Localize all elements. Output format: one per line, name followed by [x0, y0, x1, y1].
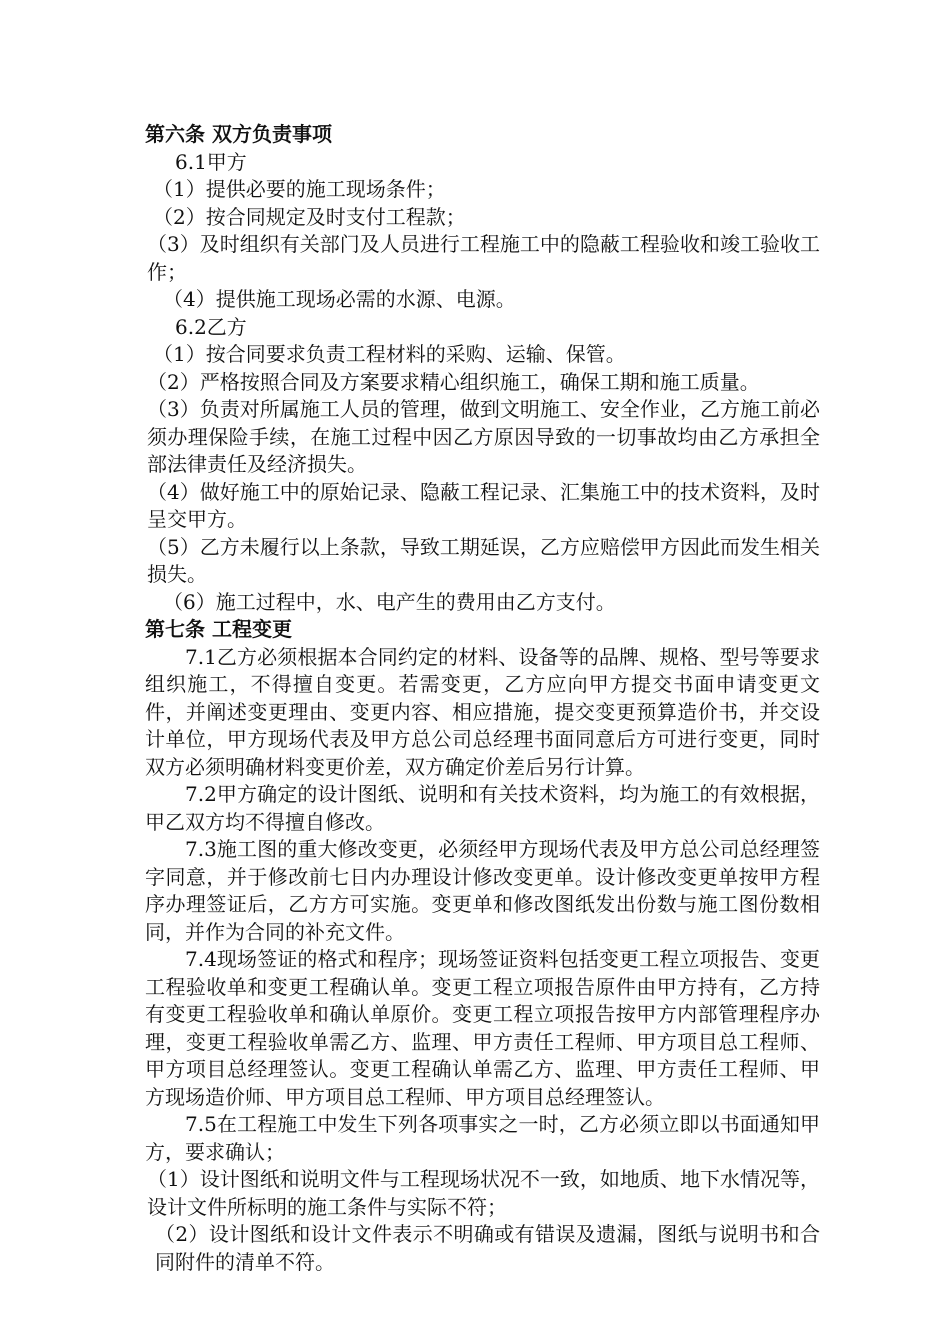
article-7-title: 第七条 工程变更: [145, 617, 292, 641]
party-a-heading: 6.1甲方: [175, 149, 247, 174]
clause-7-5: 7.5在工程施工中发生下列各项事实之一时，乙方必须立即以书面通知甲方，要求确认；: [145, 1112, 820, 1164]
party-a-item-1: （1）提供必要的施工现场条件；: [153, 177, 446, 201]
party-b-item-2: （2）严格按照合同及方案要求精心组织施工，确保工期和施工质量。: [147, 369, 760, 394]
clause-7-4: 7.4现场签证的格式和程序；现场签证资料包括变更工程立项报告、变更工程验收单和变更工程确认单。变更工程立项报告原件由甲方持有，乙方持有变更工程验收单和确认单原价。变更工程立项报告按甲方内部管理程序办理，变更工程验收单需乙方、监理、甲方责任工程师、甲方项目总工程师、甲方项目总经理签认。变更工程确认单需乙方、监理、甲方责任工程师、甲方现场造价师、甲方项目总工程师、甲方项目总经理签认。: [145, 947, 820, 1109]
clause-7-3: 7.3施工图的重大修改变更，必须经甲方现场代表及甲方总公司总经理签字同意，并于修改前七日内办理设计修改变更单。设计修改变更单按甲方程序办理签证后，乙方方可实施。变更单和修改图纸发出份数与施工图份数相同，并作为合同的补充文件。: [145, 837, 820, 944]
party-a-item-4: （4）提供施工现场必需的水源、电源。: [163, 287, 516, 311]
clause-7-1: 7.1乙方必须根据本合同约定的材料、设备等的品牌、规格、型号等要求组织施工，不得擅自变更。若需变更，乙方应向甲方提交书面申请变更文件，并阐述变更理由、变更内容、相应措施，提交变更预算造价书，并交设计单位，甲方现场代表及甲方总公司总经理书面同意后方可进行变更，同时双方必须明确材料变更价差，双方确定价差后另行计算。: [145, 644, 820, 779]
clause-7-5-item-1: （1）设计图纸和说明文件与工程现场状况不一致，如地质、地下水情况等，设计文件所标明的施工条件与实际不符；: [147, 1167, 820, 1219]
party-b-item-6: （6）施工过程中，水、电产生的费用由乙方支付。: [163, 589, 616, 614]
party-b-item-3: （3）负责对所属施工人员的管理，做到文明施工、安全作业，乙方施工前必须办理保险手续，在施工过程中因乙方原因导致的一切事故均由乙方承担全部法律责任及经济损失。: [147, 397, 820, 476]
party-b-item-5: （5）乙方未履行以上条款，导致工期延误，乙方应赔偿甲方因此而发生相关损失。: [147, 534, 820, 586]
clause-7-5-item-2: （2）设计图纸和设计文件表示不明确或有错误及遗漏，图纸与说明书和合同附件的清单不符。: [155, 1222, 820, 1274]
document-body: [145, 121, 820, 1276]
party-b-heading: 6.2乙方: [175, 314, 247, 339]
party-b-item-1: （1）按合同要求负责工程材料的采购、运输、保管。: [153, 342, 626, 366]
clause-7-2: 7.2甲方确定的设计图纸、说明和有关技术资料，均为施工的有效根据，甲乙双方均不得擅自修改。: [145, 782, 820, 834]
article-6-title: 第六条 双方负责事项: [145, 122, 332, 146]
party-a-item-3: （3）及时组织有关部门及人员进行工程施工中的隐蔽工程验收和竣工验收工作；: [147, 232, 820, 284]
party-a-item-2: （2）按合同规定及时支付工程款；: [153, 204, 466, 229]
party-b-item-4: （4）做好施工中的原始记录、隐蔽工程记录、汇集施工中的技术资料，及时呈交甲方。: [147, 479, 820, 531]
